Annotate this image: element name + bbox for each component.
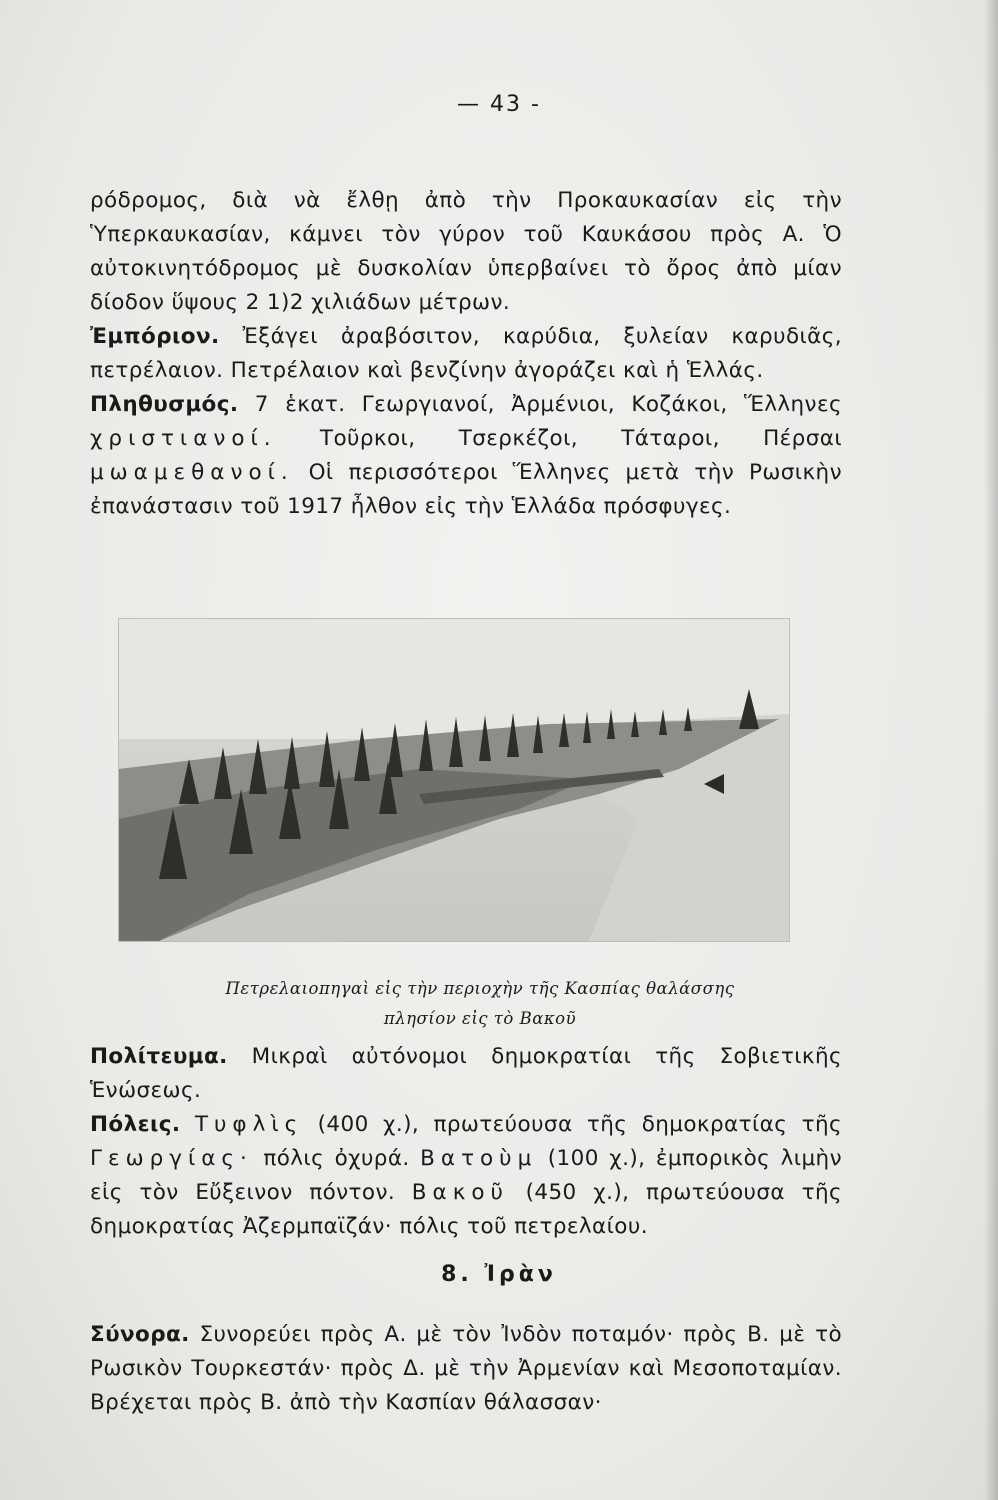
population-muslims: μωαμεθανοί. xyxy=(90,460,294,485)
body-text-middle xyxy=(90,1040,842,1244)
cities-heading: Πόλεις. xyxy=(90,1112,181,1137)
population-christians: χριστιανοί. xyxy=(90,426,277,451)
city-baku: Βακοῦ xyxy=(411,1180,509,1205)
body-text-top xyxy=(90,184,842,524)
government-heading: Πολίτευμα. xyxy=(90,1044,228,1069)
caption-line-2: πλησίον εἰς τὸ Βακοῦ xyxy=(383,1009,577,1028)
caption-line-1: Πετρελαιοπηγαὶ εἰς τὴν περιοχὴν τῆς Κασπίας θαλάσσης xyxy=(225,979,735,998)
borders-heading: Σύνορα. xyxy=(90,1322,190,1347)
population-text-2: Τοῦρκοι, Τσερκέζοι, Τάταροι, Πέρσαι xyxy=(319,426,842,451)
body-text-bottom xyxy=(90,1318,842,1420)
georgia-text: πόλις ὀχυρά. xyxy=(263,1146,410,1171)
borders-text: Συνορεύει πρὸς Α. μὲ τὸν Ἰνδὸν ποταμόν· πρὸς Β. μὲ τὸ Ρωσικὸν Τουρκεστάν· πρὸς Δ. μὲ τὴν Ἀρμενίαν καὶ Μεσοποταμίαν. Βρέχεται πρὸς Β. ἀπὸ τὴν Κασπίαν θάλασσαν· xyxy=(90,1322,842,1415)
oil-fields-photo xyxy=(118,618,790,942)
paragraph-government xyxy=(90,1040,842,1108)
page-number: — 43 - xyxy=(457,92,541,117)
city-batum-text: (100 χ.), ἐμπορικὸς λιμὴν εἰς τὸν Εὔξεινον πόντον. xyxy=(90,1146,842,1205)
paragraph-road-text: ρόδρομος, διὰ νὰ ἔλθῃ ἀπὸ τὴν Προκαυκασίαν εἰς τὴν Ὑπερκαυκασίαν, κάμνει τὸν γύρον τοῦ Καυκάσου πρὸς Α. Ὁ αὐτοκινητόδρομος μὲ δυσκολίαν ὑπερβαίνει τὸ ὄρος ἀπὸ μίαν δίοδον ὕψους 2 1)2 χιλιάδων μέτρων. xyxy=(90,188,842,315)
paragraph-road xyxy=(90,184,842,320)
city-tiflis-text: (400 χ.), πρωτεύουσα τῆς δημοκρατίας τῆς xyxy=(317,1112,843,1137)
paragraph-population xyxy=(90,388,842,524)
population-text-3: Οἱ περισσότεροι Ἕλληνες μετὰ τὴν Ρωσικὴν ἐπανάστασιν τοῦ 1917 ἦλθον εἰς τὴν Ἑλλάδα πρόσφυγες. xyxy=(90,460,842,519)
paragraph-cities xyxy=(90,1108,842,1244)
paragraph-commerce xyxy=(90,320,842,388)
section-heading-iran: 8. Ἰρὰν xyxy=(441,1262,557,1287)
oil-fields-illustration xyxy=(119,619,789,941)
city-tiflis: Τυφλὶς xyxy=(194,1112,304,1137)
population-text-1: 7 ἑκατ. Γεωργιανοί, Ἀρμένιοι, Κοζάκοι, Ἕλληνες xyxy=(254,392,843,417)
commerce-text: Ἐξάγει ἀραβόσιτον, καρύδια, ξυλείαν καρυδιᾶς, πετρέλαιον. Πετρέλαιον καὶ βενζίνην ἀγοράζει καὶ ἡ Ἑλλάς. xyxy=(90,324,843,383)
population-heading: Πληθυσμός. xyxy=(90,392,239,417)
government-text: Μικραὶ αὐτόνομοι δημοκρατίαι τῆς Σοβιετικῆς Ἑνώσεως. xyxy=(90,1044,843,1103)
photo-caption xyxy=(160,974,800,1034)
city-batum: Βατοὺμ xyxy=(420,1146,538,1171)
city-baku-text: (450 χ.), πρωτεύουσα τῆς δημοκρατίας Ἀζερμπαϊζάν· πόλις τοῦ πετρελαίου. xyxy=(90,1180,843,1239)
commerce-heading: Ἐμπόριον. xyxy=(90,324,220,349)
country-georgia: Γεωργίας· xyxy=(90,1146,253,1171)
paragraph-borders xyxy=(90,1318,842,1420)
